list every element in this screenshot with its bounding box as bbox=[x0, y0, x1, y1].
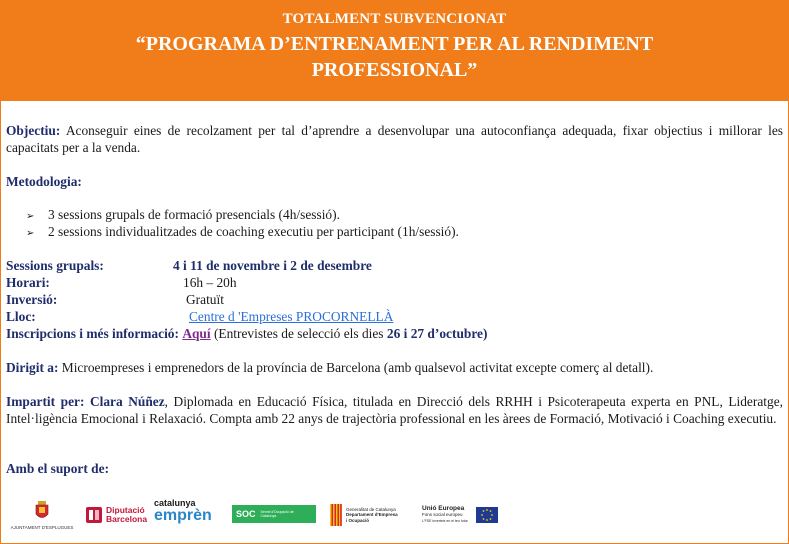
impartit-section bbox=[6, 393, 783, 427]
lloc-value bbox=[189, 308, 393, 325]
metodologia-item bbox=[26, 223, 459, 242]
dirigit-label: Dirigit a: bbox=[6, 360, 59, 375]
suport-row bbox=[6, 460, 109, 477]
ue-text-3: L'FSE inverteix en el teu futur bbox=[422, 519, 468, 523]
inversio-label: Inversió: bbox=[6, 292, 58, 307]
sponsor-logos bbox=[0, 490, 789, 540]
sessions-value bbox=[173, 257, 372, 274]
arrow-bullet-icon: ➢ bbox=[26, 228, 35, 239]
diputacio-text-1: Diputació bbox=[106, 505, 145, 515]
esplugues-logo bbox=[10, 490, 74, 540]
metodologia-item-text: 2 sessions individualitzades de coaching executiu per participant (1h/sessió). bbox=[48, 224, 459, 239]
suport-label: Amb el suport de: bbox=[6, 461, 110, 476]
impartit-text: , Diplomada en Educació Física, titulada en Direcció dels RRHH i Psicoterapeuta experta en PNL, Lideratge, Intel·ligència Emocional i Relaxació. Compta amb 22 anys de trajectòria professional en les àrees de Formació, Motivació i Coaching executiu. bbox=[6, 394, 783, 426]
soc-text: SOC bbox=[236, 509, 256, 519]
metodologia-label bbox=[6, 173, 82, 190]
program-title-line1: “PROGRAMA D’ENTRENAMENT PER AL RENDIMENT bbox=[135, 33, 654, 55]
generalitat-text-3: i Ocupació bbox=[346, 517, 370, 523]
horari-value: 16h – 20h bbox=[183, 275, 237, 290]
impartit-label: Impartit per: bbox=[6, 394, 85, 409]
inscripcions-note: (Entrevistes de selecció els dies bbox=[213, 326, 384, 341]
arrow-bullet-icon: ➢ bbox=[26, 211, 35, 222]
metodologia-item-text: 3 sessions grupals de formació presencials (4h/sessió). bbox=[48, 207, 340, 222]
objectiu-section bbox=[6, 122, 783, 156]
generalitat-text-1: Generalitat de Catalunya bbox=[346, 506, 396, 512]
dirigit-text: Microempreses i emprenedors de la província de Barcelona (amb qualsevol activitat excepte comerç al detall). bbox=[61, 360, 654, 375]
diputacio-logo bbox=[86, 500, 147, 530]
lloc-link[interactable]: Centre d 'Empreses PROCORNELLÀ bbox=[189, 309, 394, 324]
ue-text-1: Unió Europea bbox=[422, 505, 465, 512]
generalitat-logo bbox=[330, 502, 398, 528]
senyera-icon bbox=[330, 504, 342, 526]
horari-label: Horari: bbox=[6, 275, 50, 290]
sessions-row bbox=[6, 257, 104, 274]
lloc-label: Lloc: bbox=[6, 309, 36, 324]
generalitat-text-2: Departament d'Empresa bbox=[346, 512, 398, 518]
inversio-value: Gratuït bbox=[186, 292, 224, 307]
empren-text: emprèn bbox=[154, 507, 212, 524]
inscripcions-row bbox=[6, 325, 487, 342]
eu-flag-icon bbox=[476, 507, 498, 523]
ue-text-2: Fons social europeu bbox=[422, 512, 463, 517]
diputacio-emblem-icon bbox=[86, 507, 102, 523]
catalunya-text: catalunya bbox=[154, 498, 196, 508]
diputacio-text-2: Barcelona bbox=[106, 514, 148, 524]
objectiu-label: Objectiu: bbox=[6, 123, 61, 138]
inscripcions-link[interactable]: Aquí bbox=[182, 326, 211, 341]
horari-row bbox=[6, 274, 50, 291]
dirigit-row bbox=[6, 359, 653, 376]
inscripcions-dates: 26 i 27 d’octubre) bbox=[386, 326, 488, 341]
program-title bbox=[0, 31, 789, 83]
banner-header bbox=[0, 0, 789, 101]
subsidy-kicker: TOTALMENT SUBVENCIONAT bbox=[282, 11, 507, 27]
inscripcions-label: Inscripcions i més informació: bbox=[6, 326, 179, 341]
esplugues-shield-icon bbox=[35, 501, 49, 521]
inversio-row bbox=[6, 291, 57, 308]
soc-logo bbox=[232, 505, 316, 523]
soc-small-text: Servei d'Ocupació de Catalunya bbox=[260, 510, 294, 518]
program-title-line2: PROFESSIONAL” bbox=[311, 59, 478, 81]
sessions-label: Sessions grupals: bbox=[6, 258, 104, 273]
trainer-name: Clara Núñez bbox=[89, 394, 165, 409]
esplugues-text: AJUNTAMENT D'ESPLUGUES bbox=[10, 524, 74, 530]
lloc-row bbox=[6, 308, 36, 325]
metodologia-label-text: Metodologia: bbox=[6, 174, 82, 189]
objectiu-text: Aconseguir eines de recolzament per tal d’aprendre a desenvolupar una autoconfiança adequada, fixar objectius i millorar les capacitats per a la venda. bbox=[6, 123, 784, 155]
ue-logo bbox=[422, 502, 498, 528]
catalunya-empren-logo bbox=[154, 498, 212, 532]
sessions-value-text: 4 i 11 de novembre i 2 de desembre bbox=[173, 258, 372, 273]
